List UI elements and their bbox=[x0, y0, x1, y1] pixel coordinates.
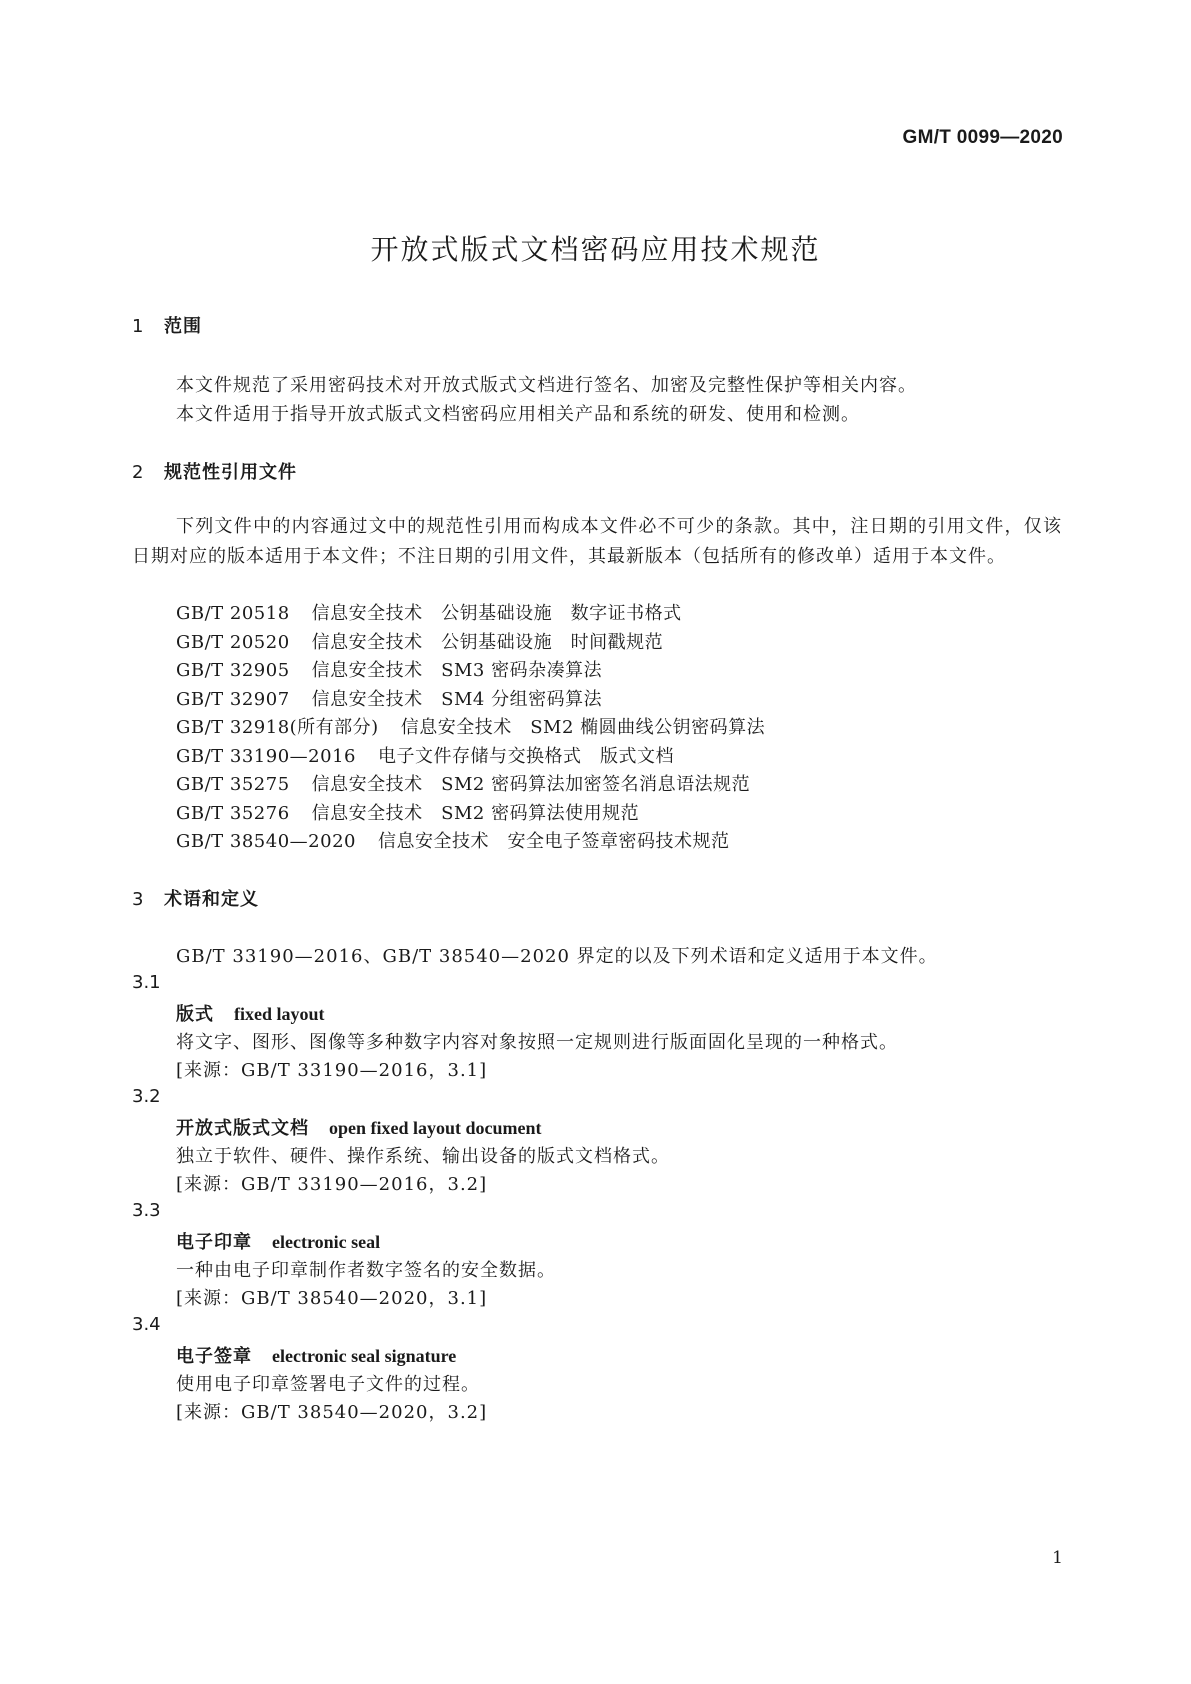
term-en: fixed layout bbox=[234, 1004, 325, 1024]
term-source: [来源：GB/T 33190—2016，3.2] bbox=[176, 1174, 488, 1195]
reference-code: GB/T 33190—2016 bbox=[176, 746, 356, 767]
paragraph: 下列文件中的内容通过文中的规范性引用而构成本文件必不可少的条款。其中，注日期的引用文件，仅该日期对应的版本适用于本文件；不注日期的引用文件，其最新版本（包括所有的修改单）适用于本文件。 bbox=[132, 516, 1062, 567]
reference-item bbox=[176, 685, 602, 711]
reference-item bbox=[176, 742, 674, 768]
section-1-heading bbox=[132, 312, 202, 338]
reference-code: GB/T 32907 bbox=[176, 689, 290, 710]
document-title: 开放式版式文档密码应用技术规范 bbox=[370, 233, 821, 266]
term-zh: 电子印章 bbox=[176, 1232, 252, 1253]
paragraph: 本文件规范了采用密码技术对开放式版式文档进行签名、加密及完整性保护等相关内容。 bbox=[176, 375, 917, 396]
term-source: [来源：GB/T 38540—2020，3.1] bbox=[176, 1288, 488, 1309]
reference-item bbox=[176, 827, 729, 853]
section-number: 3 bbox=[132, 889, 145, 910]
term-source: [来源：GB/T 33190—2016，3.1] bbox=[176, 1060, 488, 1081]
reference-code: GB/T 35276 bbox=[176, 803, 290, 824]
section-title: 术语和定义 bbox=[164, 889, 259, 910]
term-en: electronic seal bbox=[272, 1232, 381, 1252]
reference-item bbox=[176, 770, 750, 796]
page-number: 1 bbox=[1052, 1548, 1063, 1568]
section-number: 2 bbox=[132, 462, 145, 483]
term-heading bbox=[176, 1000, 325, 1026]
reference-item bbox=[176, 799, 639, 825]
reference-item bbox=[176, 628, 663, 654]
section-title: 规范性引用文件 bbox=[164, 462, 297, 483]
term-source: [来源：GB/T 38540—2020，3.2] bbox=[176, 1402, 488, 1423]
term-definition: 一种由电子印章制作者数字签名的安全数据。 bbox=[176, 1260, 556, 1281]
term-number: 3.2 bbox=[132, 1086, 161, 1107]
paragraph: GB/T 33190—2016、GB/T 38540—2020 界定的以及下列术语和定义适用于本文件。 bbox=[176, 946, 938, 967]
reference-title: 信息安全技术 SM2 密码算法加密签名消息语法规范 bbox=[311, 774, 751, 795]
reference-title: 信息安全技术 SM2 密码算法使用规范 bbox=[311, 803, 640, 824]
reference-code: GB/T 32918(所有部分) bbox=[176, 717, 379, 738]
term-heading bbox=[176, 1228, 380, 1254]
reference-title: 信息安全技术 安全电子签章密码技术规范 bbox=[377, 831, 730, 852]
term-definition: 将文字、图形、图像等多种数字内容对象按照一定规则进行版面固化呈现的一种格式。 bbox=[176, 1032, 898, 1053]
reference-code: GB/T 32905 bbox=[176, 660, 290, 681]
section-2-heading bbox=[132, 458, 297, 484]
term-zh: 电子签章 bbox=[176, 1346, 252, 1367]
reference-title: 信息安全技术 公钥基础设施 数字证书格式 bbox=[311, 603, 682, 624]
term-en: open fixed layout document bbox=[329, 1118, 542, 1138]
term-zh: 版式 bbox=[176, 1004, 214, 1025]
paragraph: 本文件适用于指导开放式版式文档密码应用相关产品和系统的研发、使用和检测。 bbox=[176, 404, 860, 425]
reference-item bbox=[176, 713, 765, 739]
term-heading bbox=[176, 1342, 456, 1368]
term-number: 3.4 bbox=[132, 1314, 161, 1335]
reference-title: 信息安全技术 公钥基础设施 时间戳规范 bbox=[311, 632, 664, 653]
reference-code: GB/T 20518 bbox=[176, 603, 290, 624]
reference-item bbox=[176, 599, 682, 625]
reference-code: GB/T 35275 bbox=[176, 774, 290, 795]
section-number: 1 bbox=[132, 316, 145, 337]
term-en: electronic seal signature bbox=[272, 1346, 457, 1366]
term-zh: 开放式版式文档 bbox=[176, 1118, 309, 1139]
term-number: 3.1 bbox=[132, 972, 161, 993]
reference-title: 电子文件存储与交换格式 版式文档 bbox=[377, 746, 674, 767]
reference-title: 信息安全技术 SM3 密码杂凑算法 bbox=[311, 660, 603, 681]
term-heading bbox=[176, 1114, 542, 1140]
term-definition: 独立于软件、硬件、操作系统、输出设备的版式文档格式。 bbox=[176, 1146, 670, 1167]
section-title: 范围 bbox=[164, 316, 202, 337]
section-3-heading bbox=[132, 885, 259, 911]
reference-title: 信息安全技术 SM2 椭圆曲线公钥密码算法 bbox=[400, 717, 766, 738]
reference-item bbox=[176, 656, 602, 682]
reference-code: GB/T 38540—2020 bbox=[176, 831, 356, 852]
reference-code: GB/T 20520 bbox=[176, 632, 290, 653]
standard-code: GM/T 0099—2020 bbox=[902, 127, 1063, 148]
term-definition: 使用电子印章签署电子文件的过程。 bbox=[176, 1374, 480, 1395]
reference-title: 信息安全技术 SM4 分组密码算法 bbox=[311, 689, 603, 710]
term-number: 3.3 bbox=[132, 1200, 161, 1221]
